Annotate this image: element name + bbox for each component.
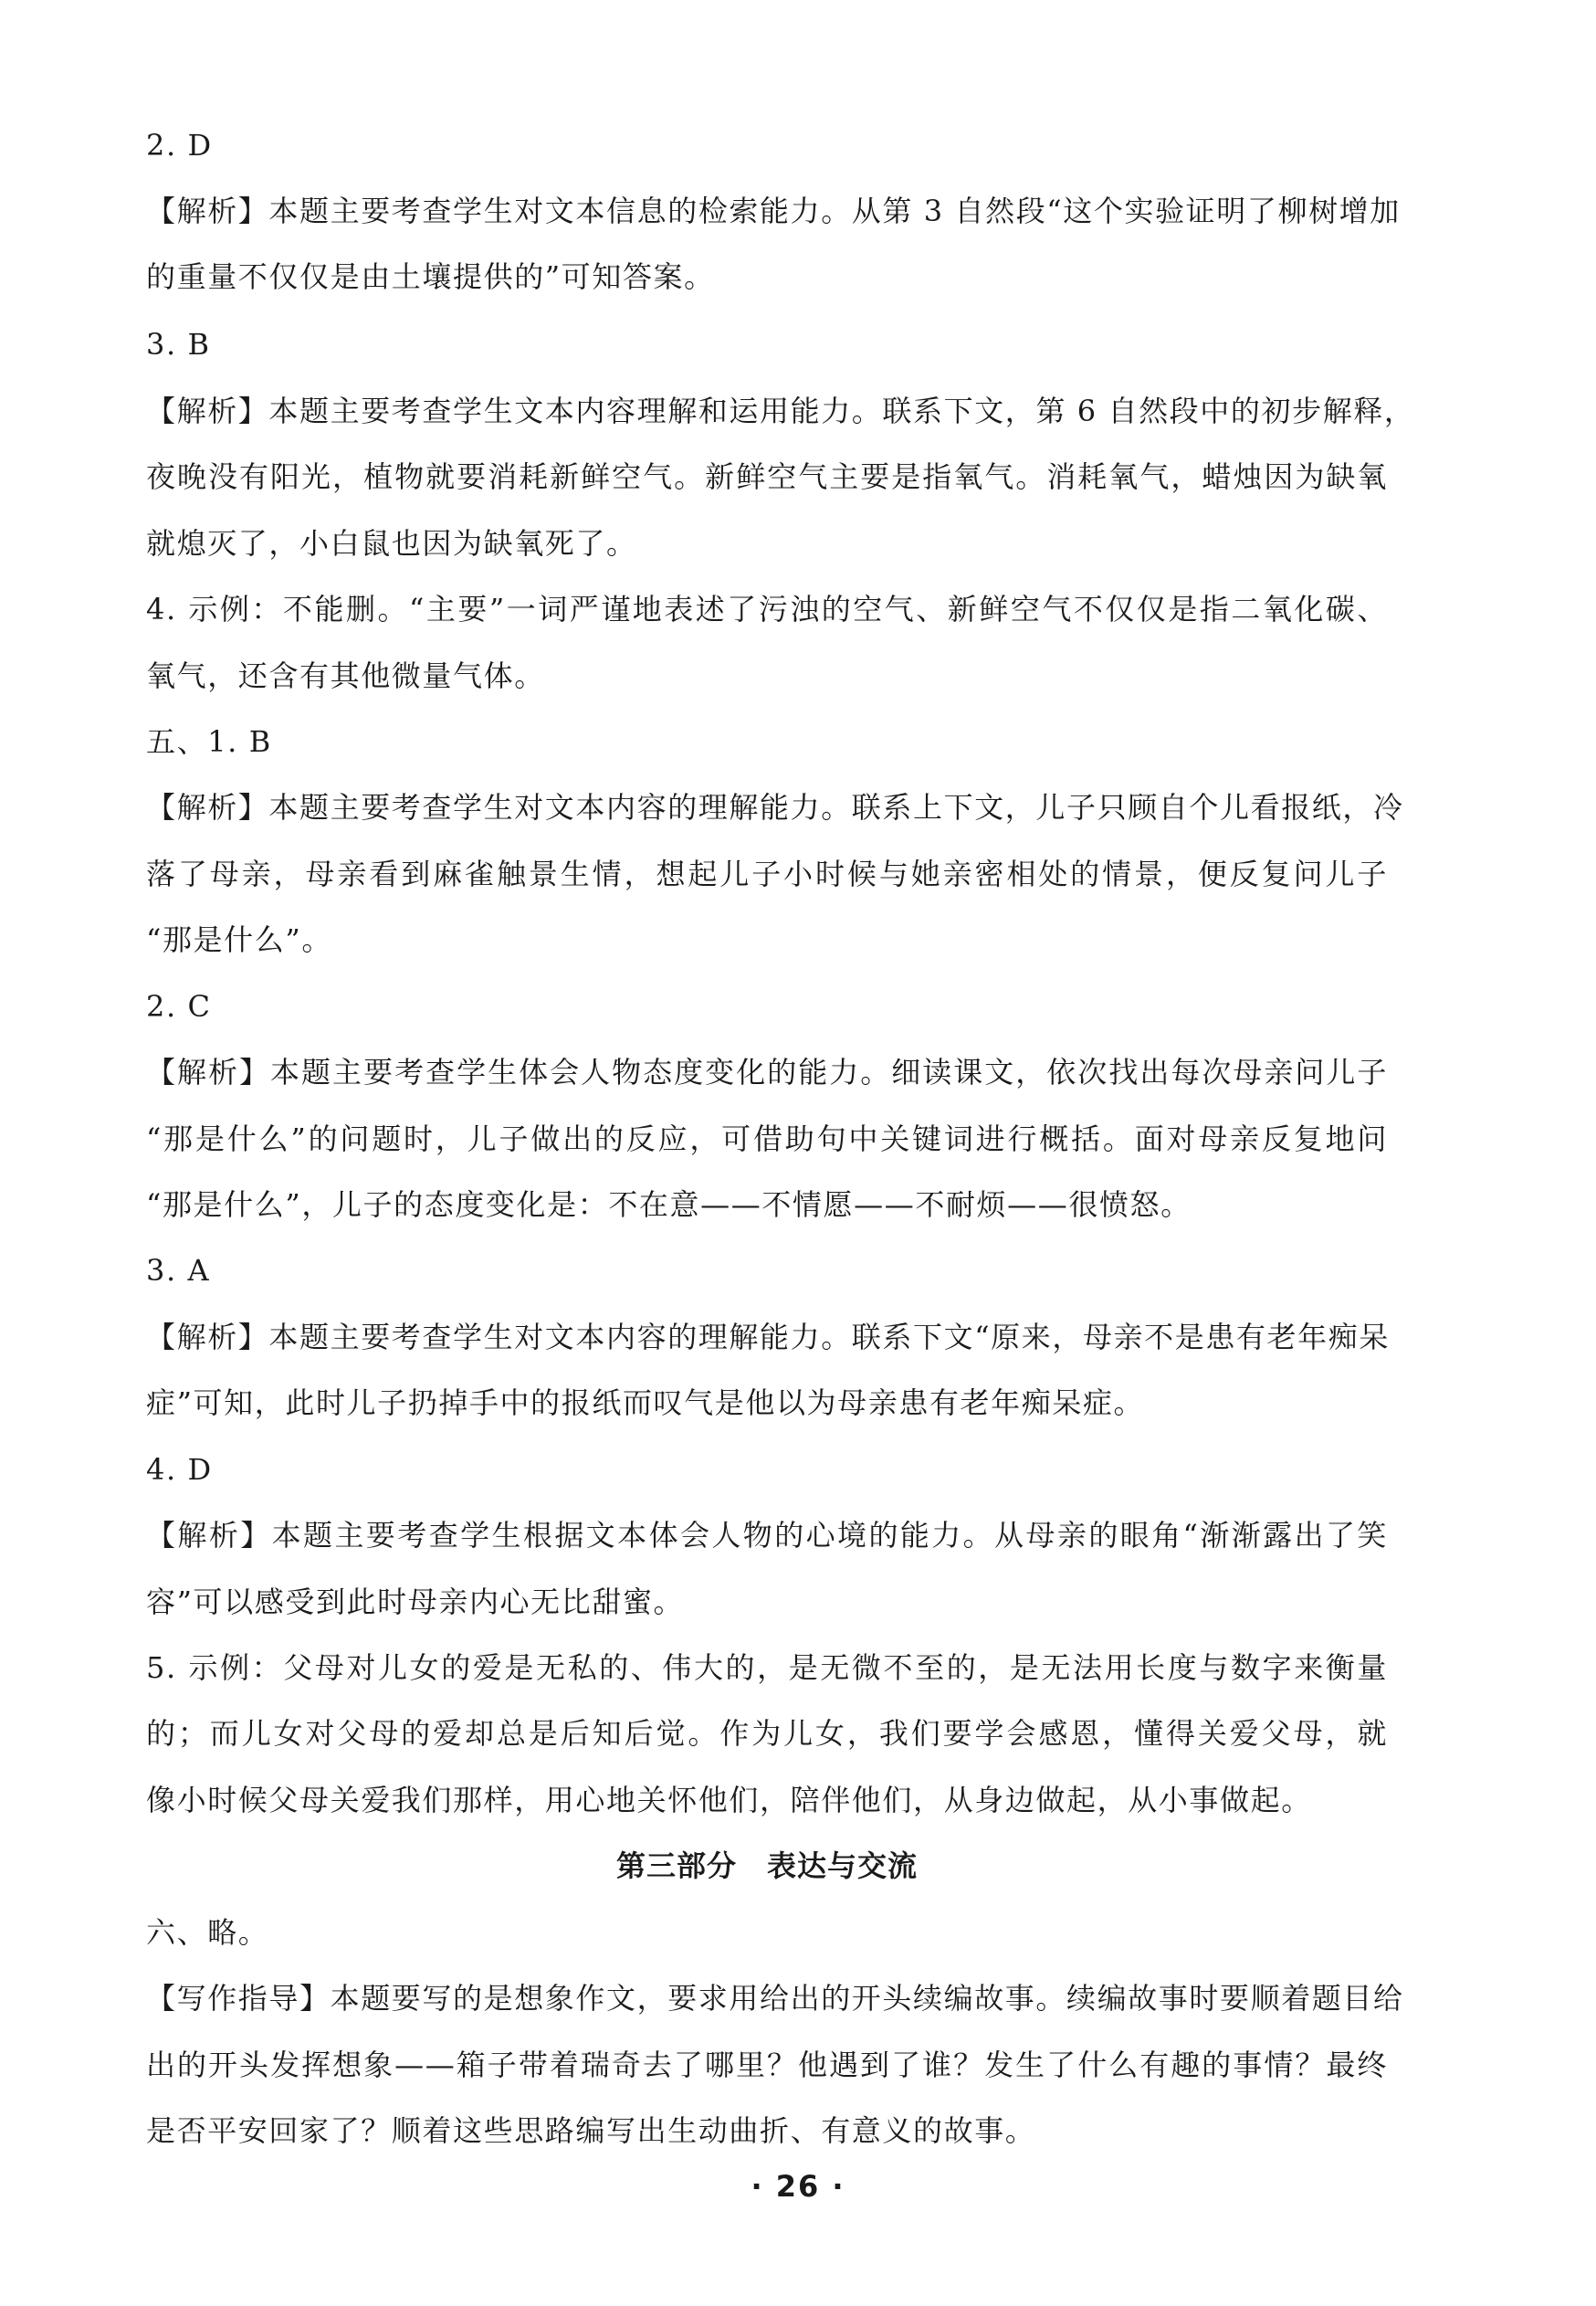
- section-5-answer-1-b: 五、1. B: [146, 724, 272, 759]
- analysis-line: “那是什么”的问题时，儿子做出的反应，可借助句中关键词进行概括。面对母亲反复地问: [146, 1121, 1388, 1156]
- answer-2-d: 2. D: [146, 128, 213, 163]
- section-heading: 第三部分 表达与交流: [615, 1848, 918, 1883]
- analysis-line: 症”可知，此时儿子扔掉手中的报纸而叹气是他以为母亲患有老年痴呆症。: [146, 1385, 1145, 1420]
- analysis-line: 【解析】本题主要考查学生对文本内容的理解能力。联系上下文，儿子只顾自个儿看报纸，冷: [146, 790, 1404, 825]
- analysis-line: 【解析】本题主要考查学生根据文本体会人物的心境的能力。从母亲的眼角“渐渐露出了笑: [146, 1518, 1388, 1553]
- analysis-line: “那是什么”。: [146, 922, 332, 957]
- writing-guide-line: 是否平安回家了？顺着这些思路编写出生动曲折、有意义的故事。: [146, 2113, 1036, 2148]
- analysis-line: 【解析】本题主要考查学生文本内容理解和运用能力。联系下文，第 6 自然段中的初步解释，: [146, 394, 1415, 428]
- answer-5-example: 5. 示例：父母对儿女的爱是无私的、伟大的，是无微不至的，是无法用长度与数字来衡量: [146, 1650, 1388, 1685]
- analysis-line: 【解析】本题主要考查学生对文本信息的检索能力。从第 3 自然段“这个实验证明了柳树增加: [146, 194, 1401, 228]
- page-number: · 26 ·: [751, 2169, 845, 2204]
- analysis-line: “那是什么”，儿子的态度变化是：不在意——不情愿——不耐烦——很愤怒。: [146, 1187, 1192, 1222]
- writing-guide-line: 出的开头发挥想象——箱子带着瑞奇去了哪里？他遇到了谁？发生了什么有趣的事情？最终: [146, 2048, 1388, 2082]
- analysis-line: 【解析】本题主要考查学生对文本内容的理解能力。联系下文“原来，母亲不是患有老年痴呆: [146, 1320, 1390, 1354]
- answer-5-example: 的；而儿女对父母的爱却总是后知后觉。作为儿女，我们要学会感恩，懂得关爱父母，就: [146, 1716, 1388, 1751]
- analysis-line: 就熄灭了，小白鼠也因为缺氧死了。: [146, 526, 637, 561]
- analysis-line: 的重量不仅仅是由土壤提供的”可知答案。: [146, 259, 715, 294]
- answer-5-example: 像小时候父母关爱我们那样，用心地关怀他们，陪伴他们，从身边做起，从小事做起。: [146, 1783, 1312, 1817]
- writing-guide-line: 【写作指导】本题要写的是想象作文，要求用给出的开头续编故事。续编故事时要顺着题目给: [146, 1981, 1404, 2016]
- analysis-line: 【解析】本题主要考查学生体会人物态度变化的能力。细读课文，依次找出每次母亲问儿子: [146, 1055, 1388, 1090]
- analysis-line: 落了母亲，母亲看到麻雀触景生情，想起儿子小时候与她亲密相处的情景，便反复问儿子: [146, 857, 1388, 891]
- analysis-line: 容”可以感受到此时母亲内心无比甜蜜。: [146, 1585, 685, 1619]
- answer-3-b: 3. B: [146, 327, 211, 362]
- analysis-line: 夜晚没有阳光，植物就要消耗新鲜空气。新鲜空气主要是指氧气。消耗氧气，蜡烛因为缺氧: [146, 459, 1388, 494]
- answer-3-a: 3. A: [146, 1253, 211, 1288]
- answer-4-example: 氧气，还含有其他微量气体。: [146, 658, 545, 693]
- answer-4-example: 4. 示例：不能删。“主要”一词严谨地表述了污浊的空气、新鲜空气不仅仅是指二氧化碳、: [146, 592, 1388, 627]
- section-6-answer: 六、略。: [146, 1915, 269, 1950]
- answer-2-c: 2. C: [146, 989, 212, 1024]
- answer-4-d: 4. D: [146, 1452, 213, 1487]
